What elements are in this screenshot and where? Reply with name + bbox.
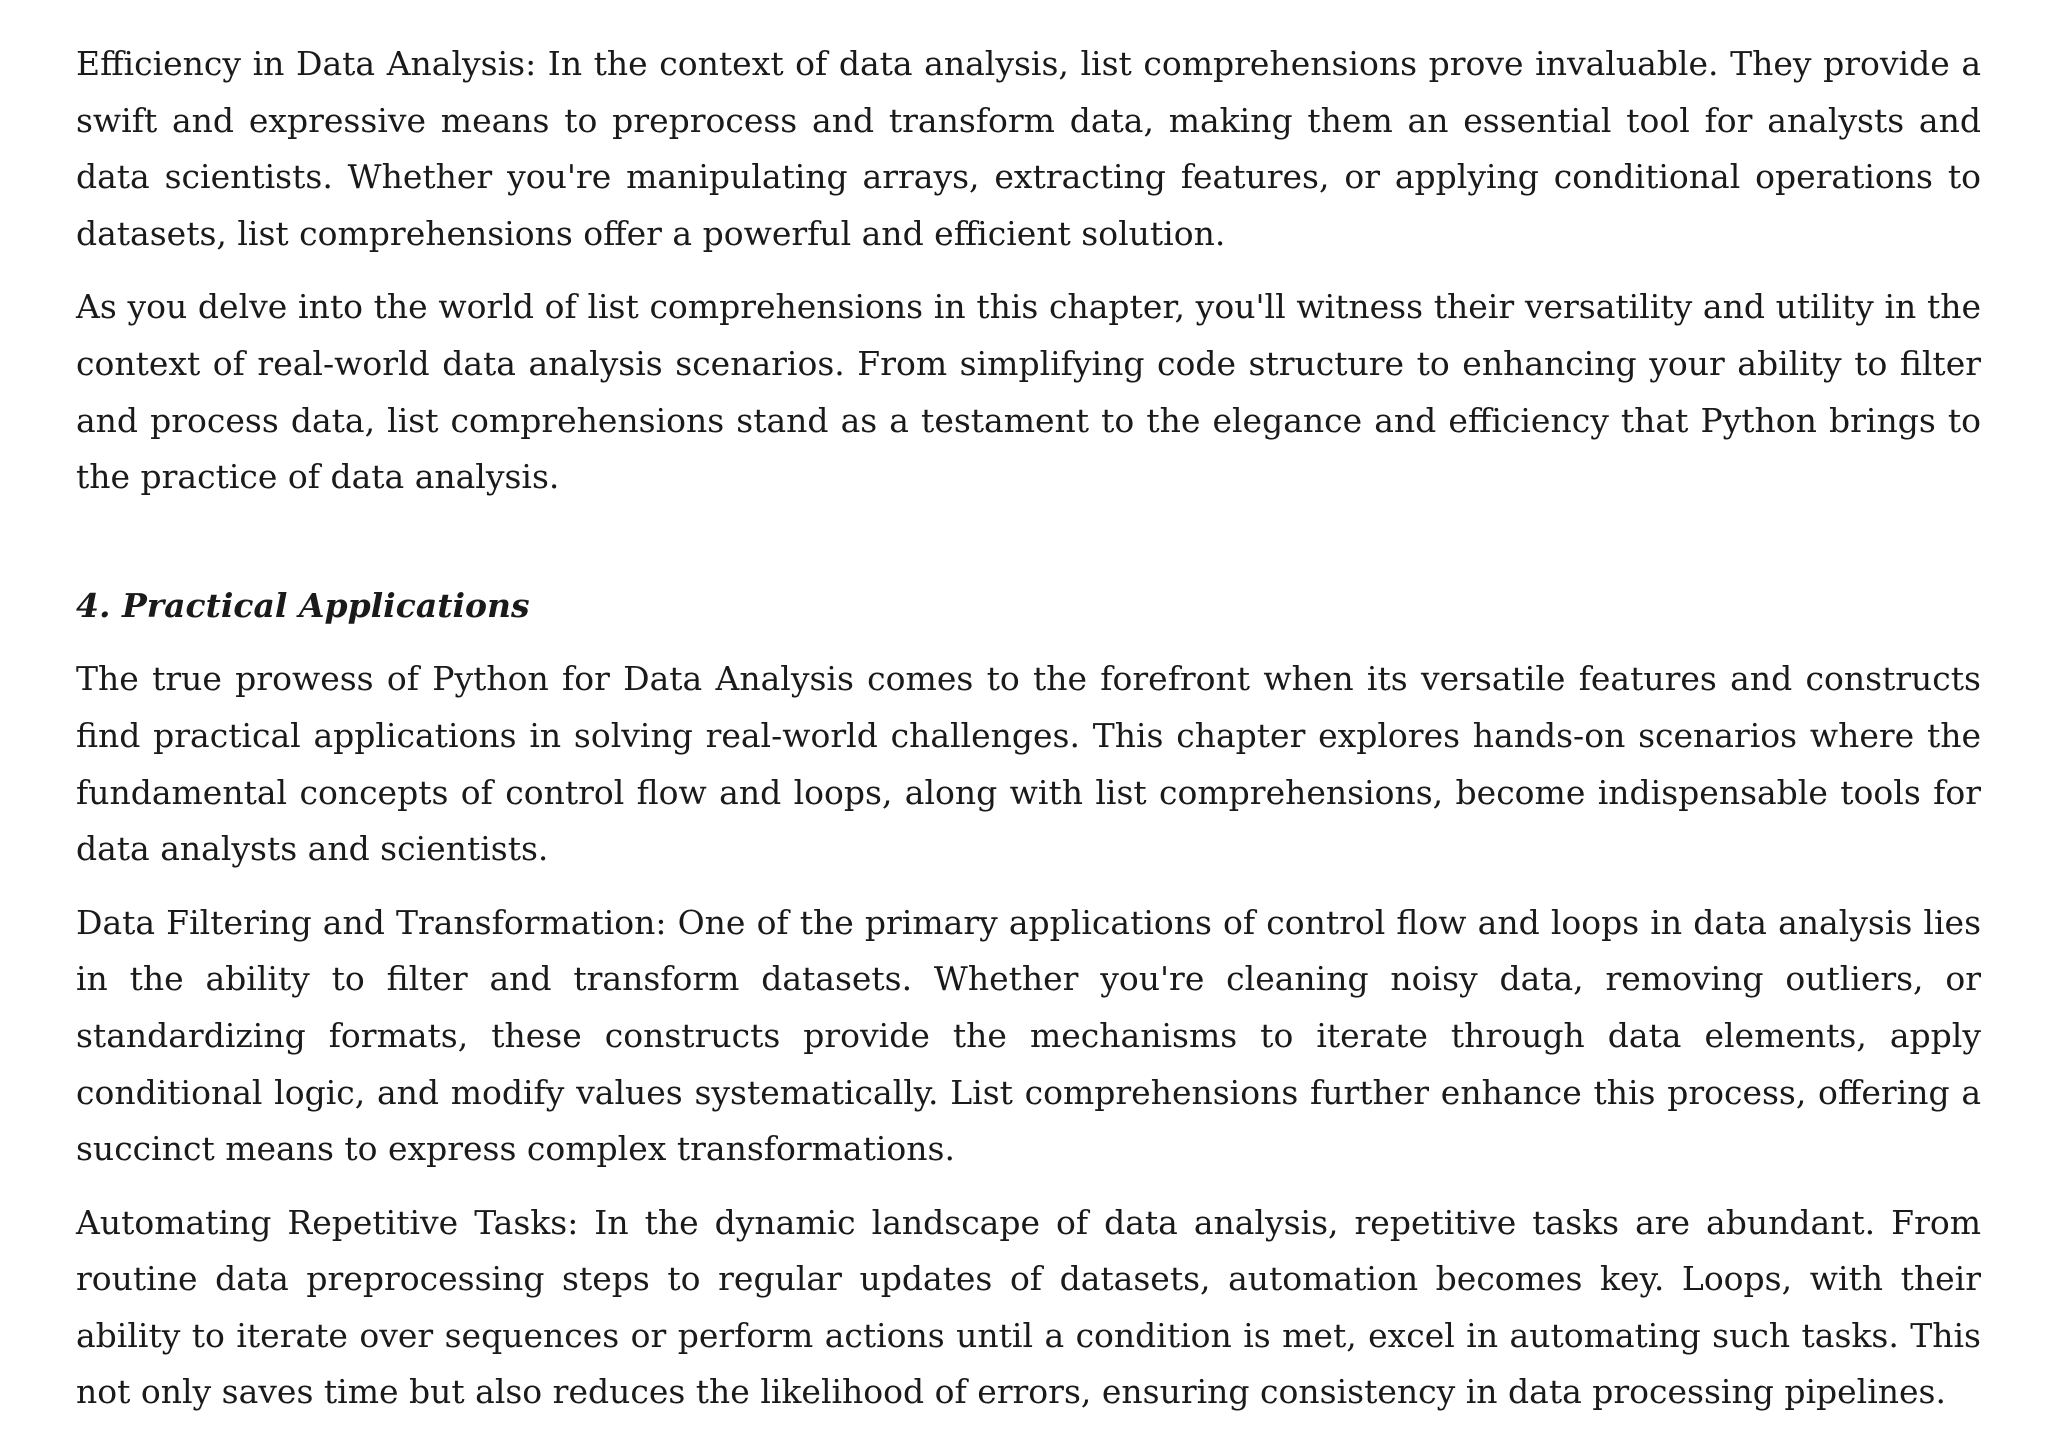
paragraph-true-prowess: The true prowess of Python for Data Analysis comes to the forefront when its versatile features and constructs find practical applications in solving real-world challenges. This chapter explores hands-on scenarios where the fundamental concepts of control flow and loops, along with list comprehensions, become indispensable tools for data analysts and scientists.: [76, 659, 1981, 869]
paragraph-data-filtering-and-transformation: Data Filtering and Transformation: One of the primary applications of control flow and loops in data analysis lies in the ability to filter and transform datasets. Whether you're cleaning noisy data, removing outliers, or standardizing formats, these constructs provide the mechanisms to iterate through data elements, apply conditional logic, and modify values systematically. List comprehensions further enhance this process, offering a succinct means to express complex transformations.: [76, 902, 1981, 1169]
paragraph-delve-into-list-comprehensions: As you delve into the world of list comprehensions in this chapter, you'll witness their versatility and utility in the context of real-world data analysis scenarios. From simplifying code structure to enhancing your ability to filter and process data, list comprehensions stand as a testament to the elegance and efficiency that Python brings to the practice of data analysis.: [76, 287, 1981, 497]
paragraph-automating-repetitive-tasks: Automating Repetitive Tasks: In the dynamic landscape of data analysis, repetitive tasks are abundant. From routine data preprocessing steps to regular updates of datasets, automation becomes key. Loops, with their ability to iterate over sequences or perform actions until a condition is met, excel in automating such tasks. This not only saves time but also reduces the likelihood of errors, ensuring consistency in data processing pipelines.: [76, 1202, 1981, 1412]
section-heading: 4. Practical Applications: [76, 585, 530, 625]
paragraph-efficiency-in-data-analysis: Efficiency in Data Analysis: In the context of data analysis, list comprehensions prove invaluable. They provide a swift and expressive means to preprocess and transform data, making them an essential tool for analysts and data scientists. Whether you're manipulating arrays, extracting features, or applying conditional operations to datasets, list comprehensions offer a powerful and efficient solution.: [76, 44, 1981, 253]
section-spacer: [76, 523, 1981, 578]
document-page: [76, 36, 1981, 1438]
